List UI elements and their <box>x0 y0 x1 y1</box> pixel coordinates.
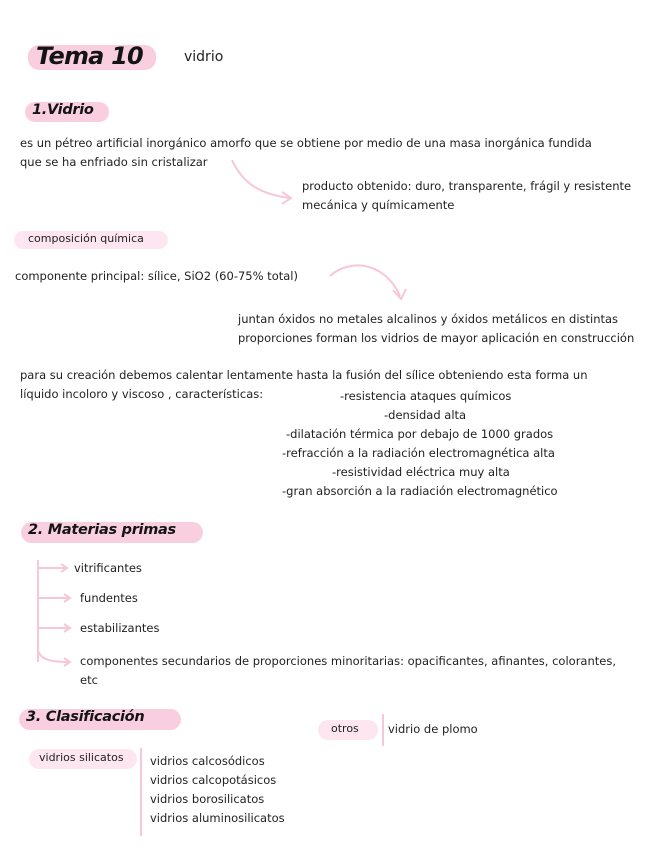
main-component: componente principal: sílice, SiO2 (60-75% total) <box>15 269 298 283</box>
oxides-line-1: juntan óxidos no metales alcalinos y óxidos metálicos en distintas <box>238 312 619 326</box>
page-subtitle: vidrio <box>184 49 224 65</box>
creation-line-2: líquido incoloro y viscoso , características: <box>20 387 264 401</box>
composition-label: composición química <box>28 232 144 245</box>
arrow-definition-to-product <box>232 160 290 198</box>
raw-material-item: estabilizantes <box>80 621 160 635</box>
section2-heading: 2. Materias primas <box>28 522 176 538</box>
section1-heading: 1.Vidrio <box>32 102 94 118</box>
arrow-component-to-oxides <box>330 265 400 296</box>
raw-material-continuation: etc <box>80 673 98 687</box>
product-line-1: producto obtenido: duro, transparente, frágil y resistente <box>302 179 632 193</box>
characteristic-item: -gran absorción a la radiación electromagnético <box>282 484 558 498</box>
raw-material-item: fundentes <box>80 591 138 605</box>
silicate-type: vidrios calcosódicos <box>150 754 265 768</box>
definition-line-2: que se ha enfriado sin cristalizar <box>20 155 208 169</box>
oxides-line-2: proporciones forman los vidrios de mayor aplicación en construcción <box>238 331 635 345</box>
characteristic-item: -dilatación térmica por debajo de 1000 grados <box>286 427 554 441</box>
product-line-2: mecánica y químicamente <box>302 198 455 212</box>
characteristic-item: -resistividad eléctrica muy alta <box>332 465 510 479</box>
silicate-type: vidrios borosilicatos <box>150 792 265 806</box>
characteristic-item: -resistencia ataques químicos <box>340 389 512 403</box>
page-title: Tema 10 <box>36 42 143 70</box>
definition-line-1: es un pétreo artificial inorgánico amorfo que se obtiene por medio de una masa inorgánica fundida <box>20 136 592 150</box>
raw-material-item: vitrificantes <box>74 561 142 575</box>
silicate-type: vidrios calcopotásicos <box>150 773 277 787</box>
raw-material-item: componentes secundarios de proporciones minoritarias: opacificantes, afinantes, colorantes, <box>80 654 616 668</box>
characteristic-item: -densidad alta <box>384 408 467 422</box>
creation-line-1: para su creación debemos calentar lentamente hasta la fusión del sílice obteniendo esta forma un <box>20 368 588 382</box>
characteristic-item: -refracción a la radiación electromagnética alta <box>282 446 555 460</box>
silicate-type: vidrios aluminosilicatos <box>150 811 285 825</box>
others-label: otros <box>331 722 359 735</box>
others-divider <box>382 714 384 746</box>
silicates-divider <box>140 748 142 836</box>
others-value: vidrio de plomo <box>388 722 478 736</box>
section3-heading: 3. Clasificación <box>26 709 145 725</box>
silicates-label: vidrios silicatos <box>39 751 124 764</box>
